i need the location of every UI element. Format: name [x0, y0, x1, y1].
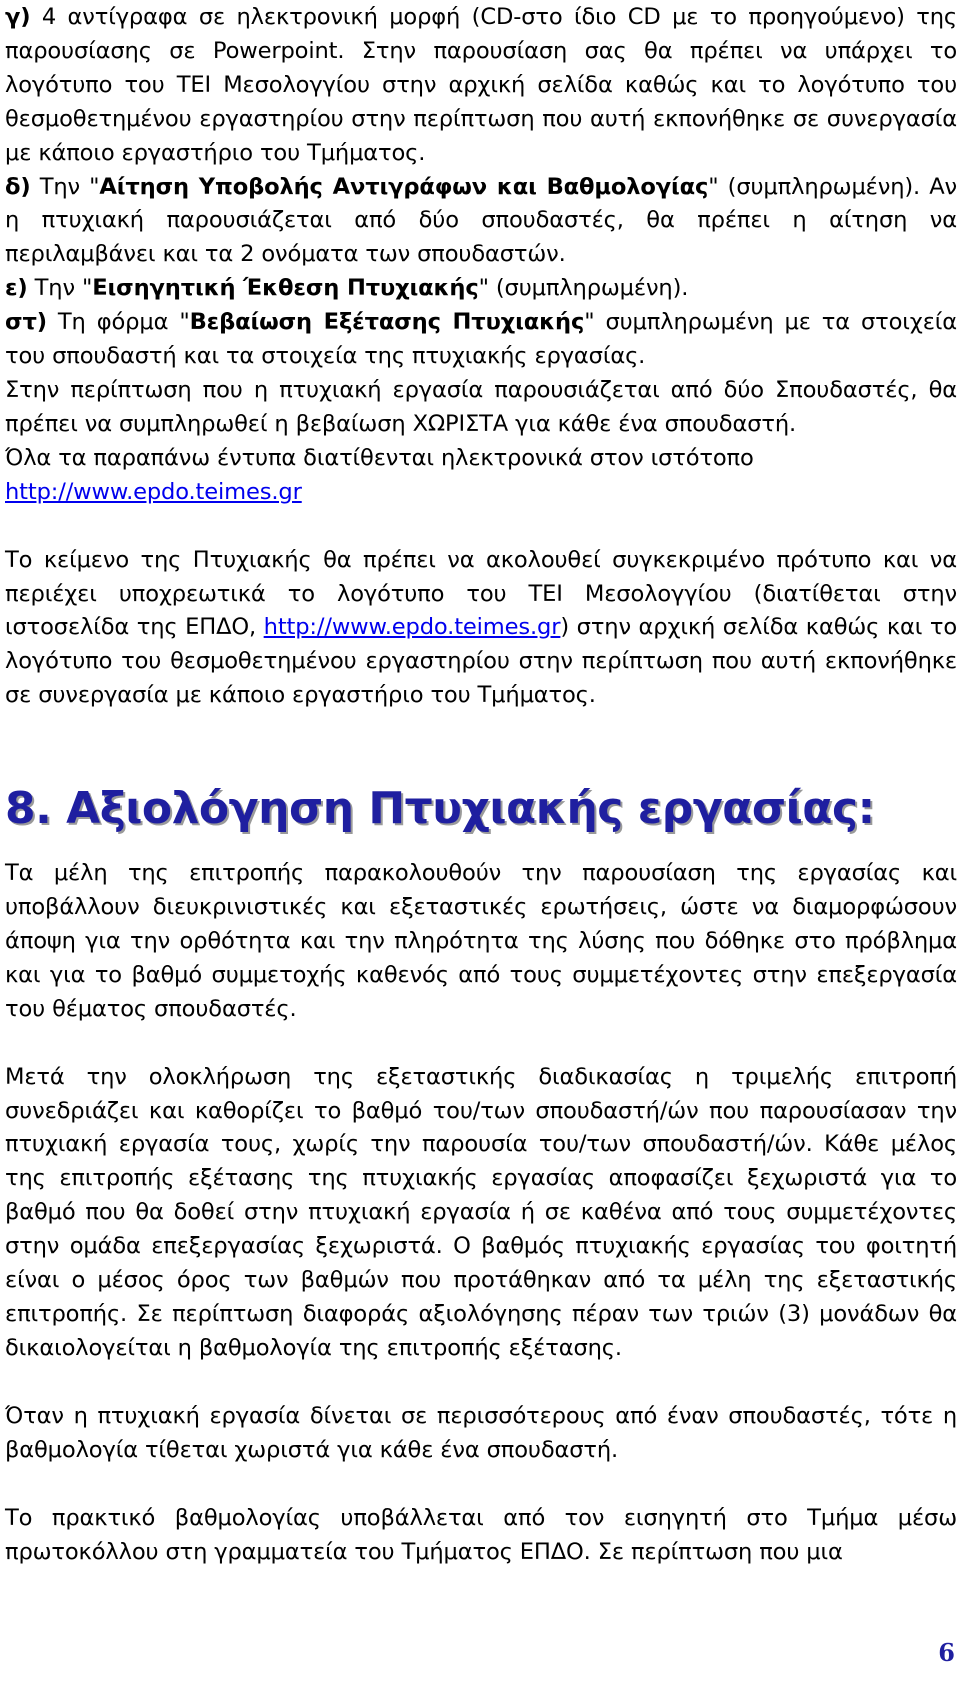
item-st-form-name: Βεβαίωση Εξέτασης Πτυχιακής [189, 309, 585, 336]
item-epsilon-pre: Την " [27, 275, 93, 302]
item-gamma-label: γ) [5, 4, 31, 30]
item-epsilon-label: ε) [5, 275, 28, 302]
item-st [5, 306, 957, 374]
page-number: 6 [938, 1638, 955, 1667]
item-epsilon [5, 272, 957, 306]
website-link[interactable]: http://www.epdo.teimes.gr [5, 478, 302, 505]
item-delta-form-name: Αίτηση Υποβολής Αντιγράφων και Βαθμολογίας [99, 173, 709, 200]
item-delta [5, 171, 957, 273]
item-gamma-text: 4 αντίγραφα σε ηλεκτρονική μορφή (CD-στο ίδιο CD με το προηγούμενο) της παρουσίασης σε Powerpoint. Στην παρουσίαση σας θα πρέπει να υπάρχει το λογότυπο του ΤΕΙ Μεσολογγίου στην αρχική σελίδα καθώς και το λογότυπο του θεσμοθετημένου εργαστηρίου στην περίπτωση που αυτή εκπονήθηκε σε συνεργασία με κάποιο εργαστήριο του Τμήματος. [5, 4, 957, 166]
section-heading: 8. Αξιολόγηση Πτυχιακής εργασίας: [5, 783, 875, 835]
item-epsilon-form-name: Εισηγητική Έκθεση Πτυχιακής [92, 275, 479, 302]
item-delta-post: " (συμπληρωμένη). Αν η πτυχιακή παρουσιάζεται από δύο σπουδαστές, θα πρέπει η αίτηση να περιλαμβάνει και τα 2 ονόματα των σπουδαστών. [5, 173, 957, 268]
item-st-post: " συμπληρωμένη με τα στοιχεία του σπουδαστή και τα στοιχεία της πτυχιακής εργασίας. [5, 309, 958, 370]
item-gamma [5, 1, 957, 171]
item-delta-label: δ) [5, 173, 31, 200]
item-st-label: στ) [5, 309, 47, 336]
template-paragraph [5, 544, 957, 714]
evaluation-paragraph: Όταν η πτυχιακή εργασία δίνεται σε περισσότερους από έναν σπουδαστές, τότε η βαθμολογία τίθεται χωριστά για κάθε ένα σπουδαστή. [5, 1402, 957, 1463]
item-delta-pre: Την " [30, 173, 100, 200]
document-page [5, 0, 957, 1569]
template-paragraph-post: ) στην αρχική σελίδα καθώς και το λογότυπο του θεσμοθετημένου εργαστηρίου στην περίπτωση που αυτή εκπονήθηκε σε συνεργασία με κάποιο εργαστήριο του Τμήματος. [5, 614, 957, 709]
evaluation-paragraph: Τα μέλη της επιτροπής παρακολουθούν την παρουσίαση της εργασίας και υποβάλλουν διευκρινιστικές και εξεταστικές ερωτήσεις, ώστε να διαμορφώσουν άποψη για την ορθότητα και την πληρότητα της λύσης που δόθηκε στο πρόβλημα και για το βαθμό συμμετοχής καθενός από τους συμμετέχοντες στην επεξεργασία του θέματος σπουδαστές. [5, 860, 957, 1022]
evaluation-paragraph: Το πρακτικό βαθμολογίας υποβάλλεται από τον εισηγητή στο Τμήμα μέσω πρωτοκόλλου στη γραμματεία του Τμήματος ΕΠΔΟ. Σε περίπτωση που μια [5, 1504, 957, 1565]
two-students-note: Στην περίπτωση που η πτυχιακή εργασία παρουσιάζεται από δύο Σπουδαστές, θα πρέπει να συμπληρωθεί η βεβαίωση ΧΩΡΙΣΤΑ για κάθε ένα σπουδαστή. [5, 376, 957, 437]
item-st-pre: Τη φόρμα " [46, 309, 190, 336]
website-link-line [5, 476, 957, 510]
item-epsilon-post: " (συμπληρωμένη). [478, 275, 689, 302]
template-paragraph-pre: Το κείμενο της Πτυχιακής θα πρέπει να ακολουθεί συγκεκριμένο πρότυπο και να περιέχει υποχρεωτικά το λογότυπο του ΤΕΙ Μεσολογγίου (διατίθεται στην ιστοσελίδα της ΕΠΔΟ, [5, 546, 957, 641]
epdo-link[interactable]: http://www.epdo.teimes.gr [263, 614, 561, 641]
evaluation-paragraph: Μετά την ολοκλήρωση της εξεταστικής διαδικασίας η τριμελής επιτροπή συνεδριάζει και καθορίζει το βαθμό του/των σπουδαστή/ών που παρουσίασαν την πτυχιακή εργασία τους, χωρίς την παρουσία του/των σπουδαστή/ών. Κάθε μέλος της επιτροπής εξέτασης της πτυχιακής εργασίας αποφασίζει ξεχωριστά για το βαθμό που θα δοθεί στην πτυχιακή εργασία ή σε καθένα από τους συμμετέχοντες στην ομάδα επεξεργασίας ξεχωριστά. Ο βαθμός πτυχιακής εργασίας του φοιτητή είναι ο μέσος όρος των βαθμών που προτάθηκαν από τα μέλη της εξεταστικής επιτροπής. Σε περίπτωση διαφοράς αξιολόγησης πέραν των τριών (3) μονάδων θα δικαιολογείται η βαθμολογία της επιτροπής εξέτασης. [5, 1063, 957, 1361]
forms-available-text: Όλα τα παραπάνω έντυπα διατίθενται ηλεκτρονικά στον ιστότοπο [5, 444, 754, 471]
